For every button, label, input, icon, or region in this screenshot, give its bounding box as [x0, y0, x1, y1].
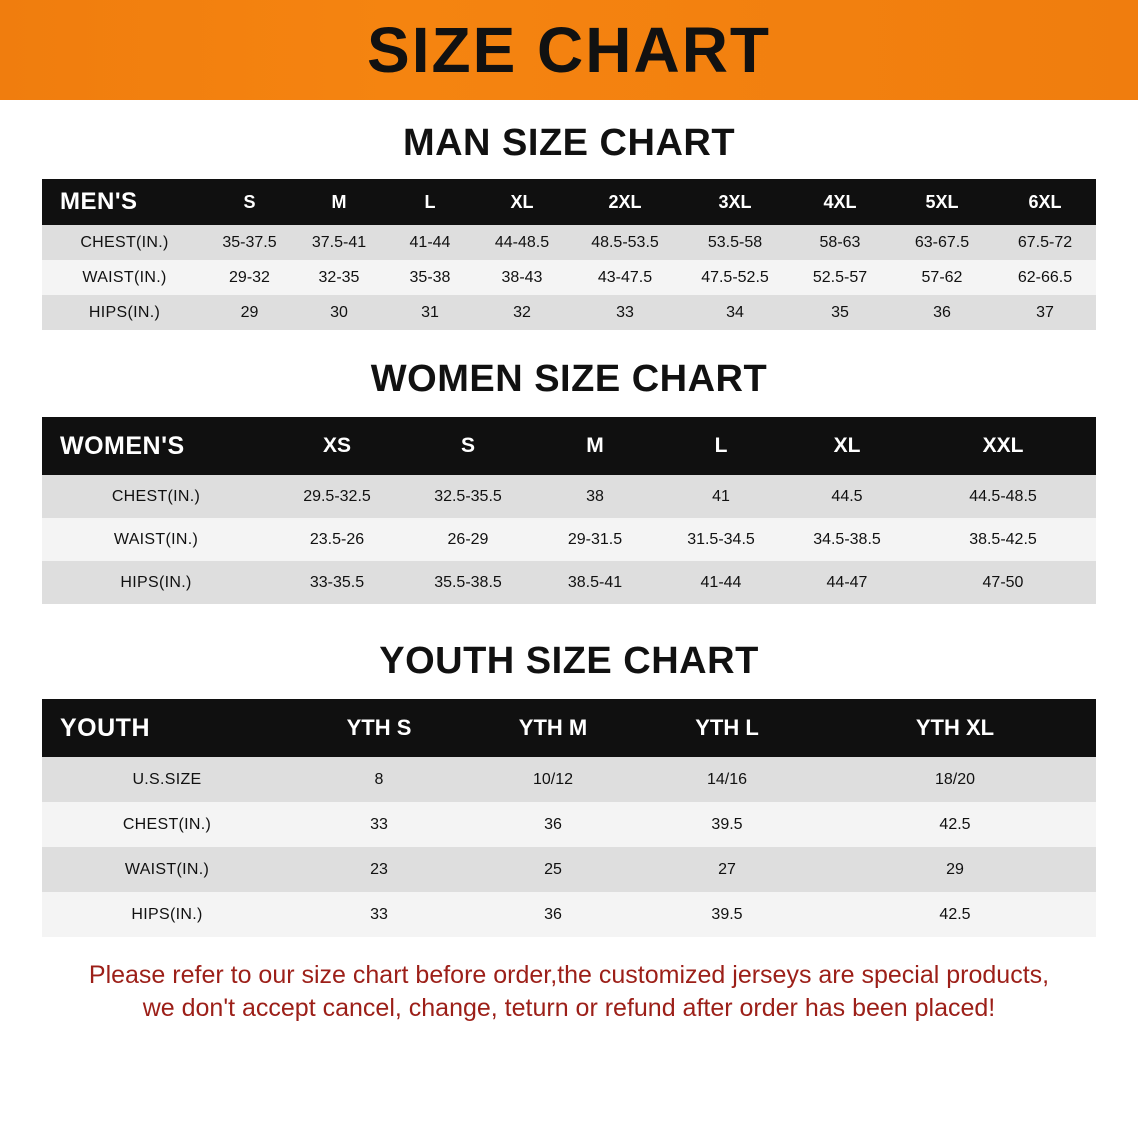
youth-size-table	[42, 699, 1096, 937]
man-size-header: 4XL	[823, 191, 857, 212]
youth-cell: 33	[370, 815, 388, 833]
man-cell: 67.5-72	[1017, 233, 1073, 251]
youth-cell: 8	[374, 770, 384, 788]
women-size-header: S	[460, 434, 475, 457]
youth-row-label: CHEST(IN.)	[122, 815, 212, 833]
man-cell: 62-66.5	[1017, 268, 1073, 286]
women-cell: 29.5-32.5	[303, 487, 371, 505]
youth-corner-label: YOUTH	[60, 713, 150, 742]
table-row	[42, 757, 1096, 802]
man-size-header: 5XL	[925, 191, 959, 212]
man-cell: 34	[726, 303, 744, 321]
man-cell: 35	[831, 303, 849, 321]
table-row	[42, 561, 1096, 604]
women-size-header: XXL	[982, 434, 1024, 457]
table-row	[42, 295, 1096, 330]
women-cell: 26-29	[447, 530, 489, 548]
youth-cell: 42.5	[939, 815, 971, 833]
footer-note-line-1: Please refer to our size chart before order,the customized jerseys are special products,	[88, 961, 1050, 989]
man-cell: 53.5-58	[707, 233, 763, 251]
man-section-heading: MAN SIZE CHART	[402, 122, 736, 164]
man-cell: 44-48.5	[494, 233, 550, 251]
women-cell: 35.5-38.5	[434, 573, 502, 591]
man-cell: 36	[933, 303, 951, 321]
women-section-heading: WOMEN SIZE CHART	[370, 358, 768, 400]
women-cell: 31.5-34.5	[687, 530, 755, 548]
man-corner-label: MEN'S	[60, 188, 138, 215]
man-header-row	[42, 179, 1096, 225]
youth-cell: 39.5	[711, 815, 743, 833]
man-table-wrap	[42, 179, 1096, 330]
man-cell: 38-43	[501, 268, 543, 286]
youth-cell: 18/20	[934, 770, 976, 788]
youth-size-header: YTH M	[518, 715, 588, 740]
youth-cell: 36	[544, 815, 562, 833]
man-cell: 29	[240, 303, 259, 321]
women-cell: 33-35.5	[309, 573, 365, 591]
man-size-header: 6XL	[1028, 191, 1062, 212]
man-cell: 48.5-53.5	[591, 233, 659, 251]
man-cell: 52.5-57	[812, 268, 868, 286]
youth-cell: 33	[370, 905, 388, 923]
youth-row-label: U.S.SIZE	[132, 770, 202, 788]
youth-cell: 14/16	[706, 770, 748, 788]
women-cell: 44-47	[826, 573, 868, 591]
youth-section-heading: YOUTH SIZE CHART	[379, 640, 759, 682]
footer-note-line-2: we don't accept cancel, change, teturn or refund after order has been placed!	[142, 994, 996, 1022]
banner	[0, 0, 1138, 100]
women-cell: 47-50	[982, 573, 1024, 591]
man-row-label: CHEST(IN.)	[80, 233, 169, 251]
table-row	[42, 802, 1096, 847]
women-size-header: M	[586, 434, 604, 457]
man-cell: 35-37.5	[222, 233, 277, 251]
women-cell: 34.5-38.5	[813, 530, 881, 548]
youth-cell: 10/12	[532, 770, 574, 788]
table-row	[42, 225, 1096, 260]
man-cell: 33	[616, 303, 634, 321]
women-row-label: WAIST(IN.)	[113, 530, 199, 548]
women-table-wrap	[42, 417, 1096, 604]
table-row	[42, 475, 1096, 518]
man-cell: 35-38	[409, 268, 451, 286]
women-cell: 41-44	[700, 573, 742, 591]
man-size-header: XL	[510, 191, 534, 212]
table-row	[42, 260, 1096, 295]
man-cell: 41-44	[409, 233, 451, 251]
youth-cell: 29	[946, 860, 964, 878]
youth-cell: 42.5	[939, 905, 971, 923]
women-cell: 44.5	[831, 487, 863, 505]
women-size-header: XS	[322, 434, 351, 457]
women-header-row	[42, 417, 1096, 475]
man-size-header: 2XL	[608, 191, 642, 212]
man-size-table	[42, 179, 1096, 330]
table-row	[42, 892, 1096, 937]
youth-size-header: YTH L	[695, 715, 759, 740]
man-cell: 32-35	[318, 268, 360, 286]
women-size-header: L	[714, 434, 728, 457]
youth-cell: 23	[370, 860, 388, 878]
man-cell: 58-63	[819, 233, 861, 251]
man-row-label: WAIST(IN.)	[82, 268, 167, 286]
women-cell: 38	[586, 487, 604, 505]
man-cell: 47.5-52.5	[701, 268, 769, 286]
women-size-table	[42, 417, 1096, 604]
table-row	[42, 518, 1096, 561]
man-cell: 29-32	[229, 268, 270, 286]
women-cell: 23.5-26	[309, 530, 365, 548]
man-cell: 30	[330, 303, 348, 321]
man-size-header: M	[331, 191, 347, 212]
youth-table-wrap	[42, 699, 1096, 937]
youth-size-header: YTH S	[346, 715, 412, 740]
women-cell: 29-31.5	[567, 530, 623, 548]
women-cell: 41	[712, 487, 730, 505]
women-cell: 38.5-41	[567, 573, 623, 591]
youth-cell: 36	[544, 905, 562, 923]
man-cell: 37.5-41	[311, 233, 367, 251]
women-cell: 32.5-35.5	[434, 487, 502, 505]
man-size-header: L	[424, 191, 436, 212]
youth-cell: 27	[718, 860, 736, 878]
man-row-label: HIPS(IN.)	[88, 303, 161, 321]
youth-cell: 25	[544, 860, 562, 878]
youth-row-label: WAIST(IN.)	[124, 860, 210, 878]
man-cell: 57-62	[921, 268, 963, 286]
man-cell: 43-47.5	[597, 268, 653, 286]
man-cell: 37	[1036, 303, 1054, 321]
man-cell: 63-67.5	[914, 233, 970, 251]
women-row-label: CHEST(IN.)	[111, 487, 201, 505]
women-cell: 44.5-48.5	[969, 487, 1037, 505]
youth-size-header: YTH XL	[915, 715, 995, 740]
women-size-header: XL	[833, 434, 861, 457]
man-size-header: 3XL	[718, 191, 752, 212]
footer-note	[40, 959, 1098, 1025]
man-cell: 31	[421, 303, 439, 321]
youth-header-row	[42, 699, 1096, 757]
page-title: SIZE CHART	[367, 14, 771, 86]
women-cell: 38.5-42.5	[969, 530, 1037, 548]
table-row	[42, 847, 1096, 892]
youth-cell: 39.5	[711, 905, 743, 923]
women-row-label: HIPS(IN.)	[120, 573, 192, 591]
youth-row-label: HIPS(IN.)	[131, 905, 203, 923]
man-cell: 32	[513, 303, 531, 321]
women-corner-label: WOMEN'S	[60, 431, 185, 460]
man-size-header: S	[243, 191, 256, 212]
